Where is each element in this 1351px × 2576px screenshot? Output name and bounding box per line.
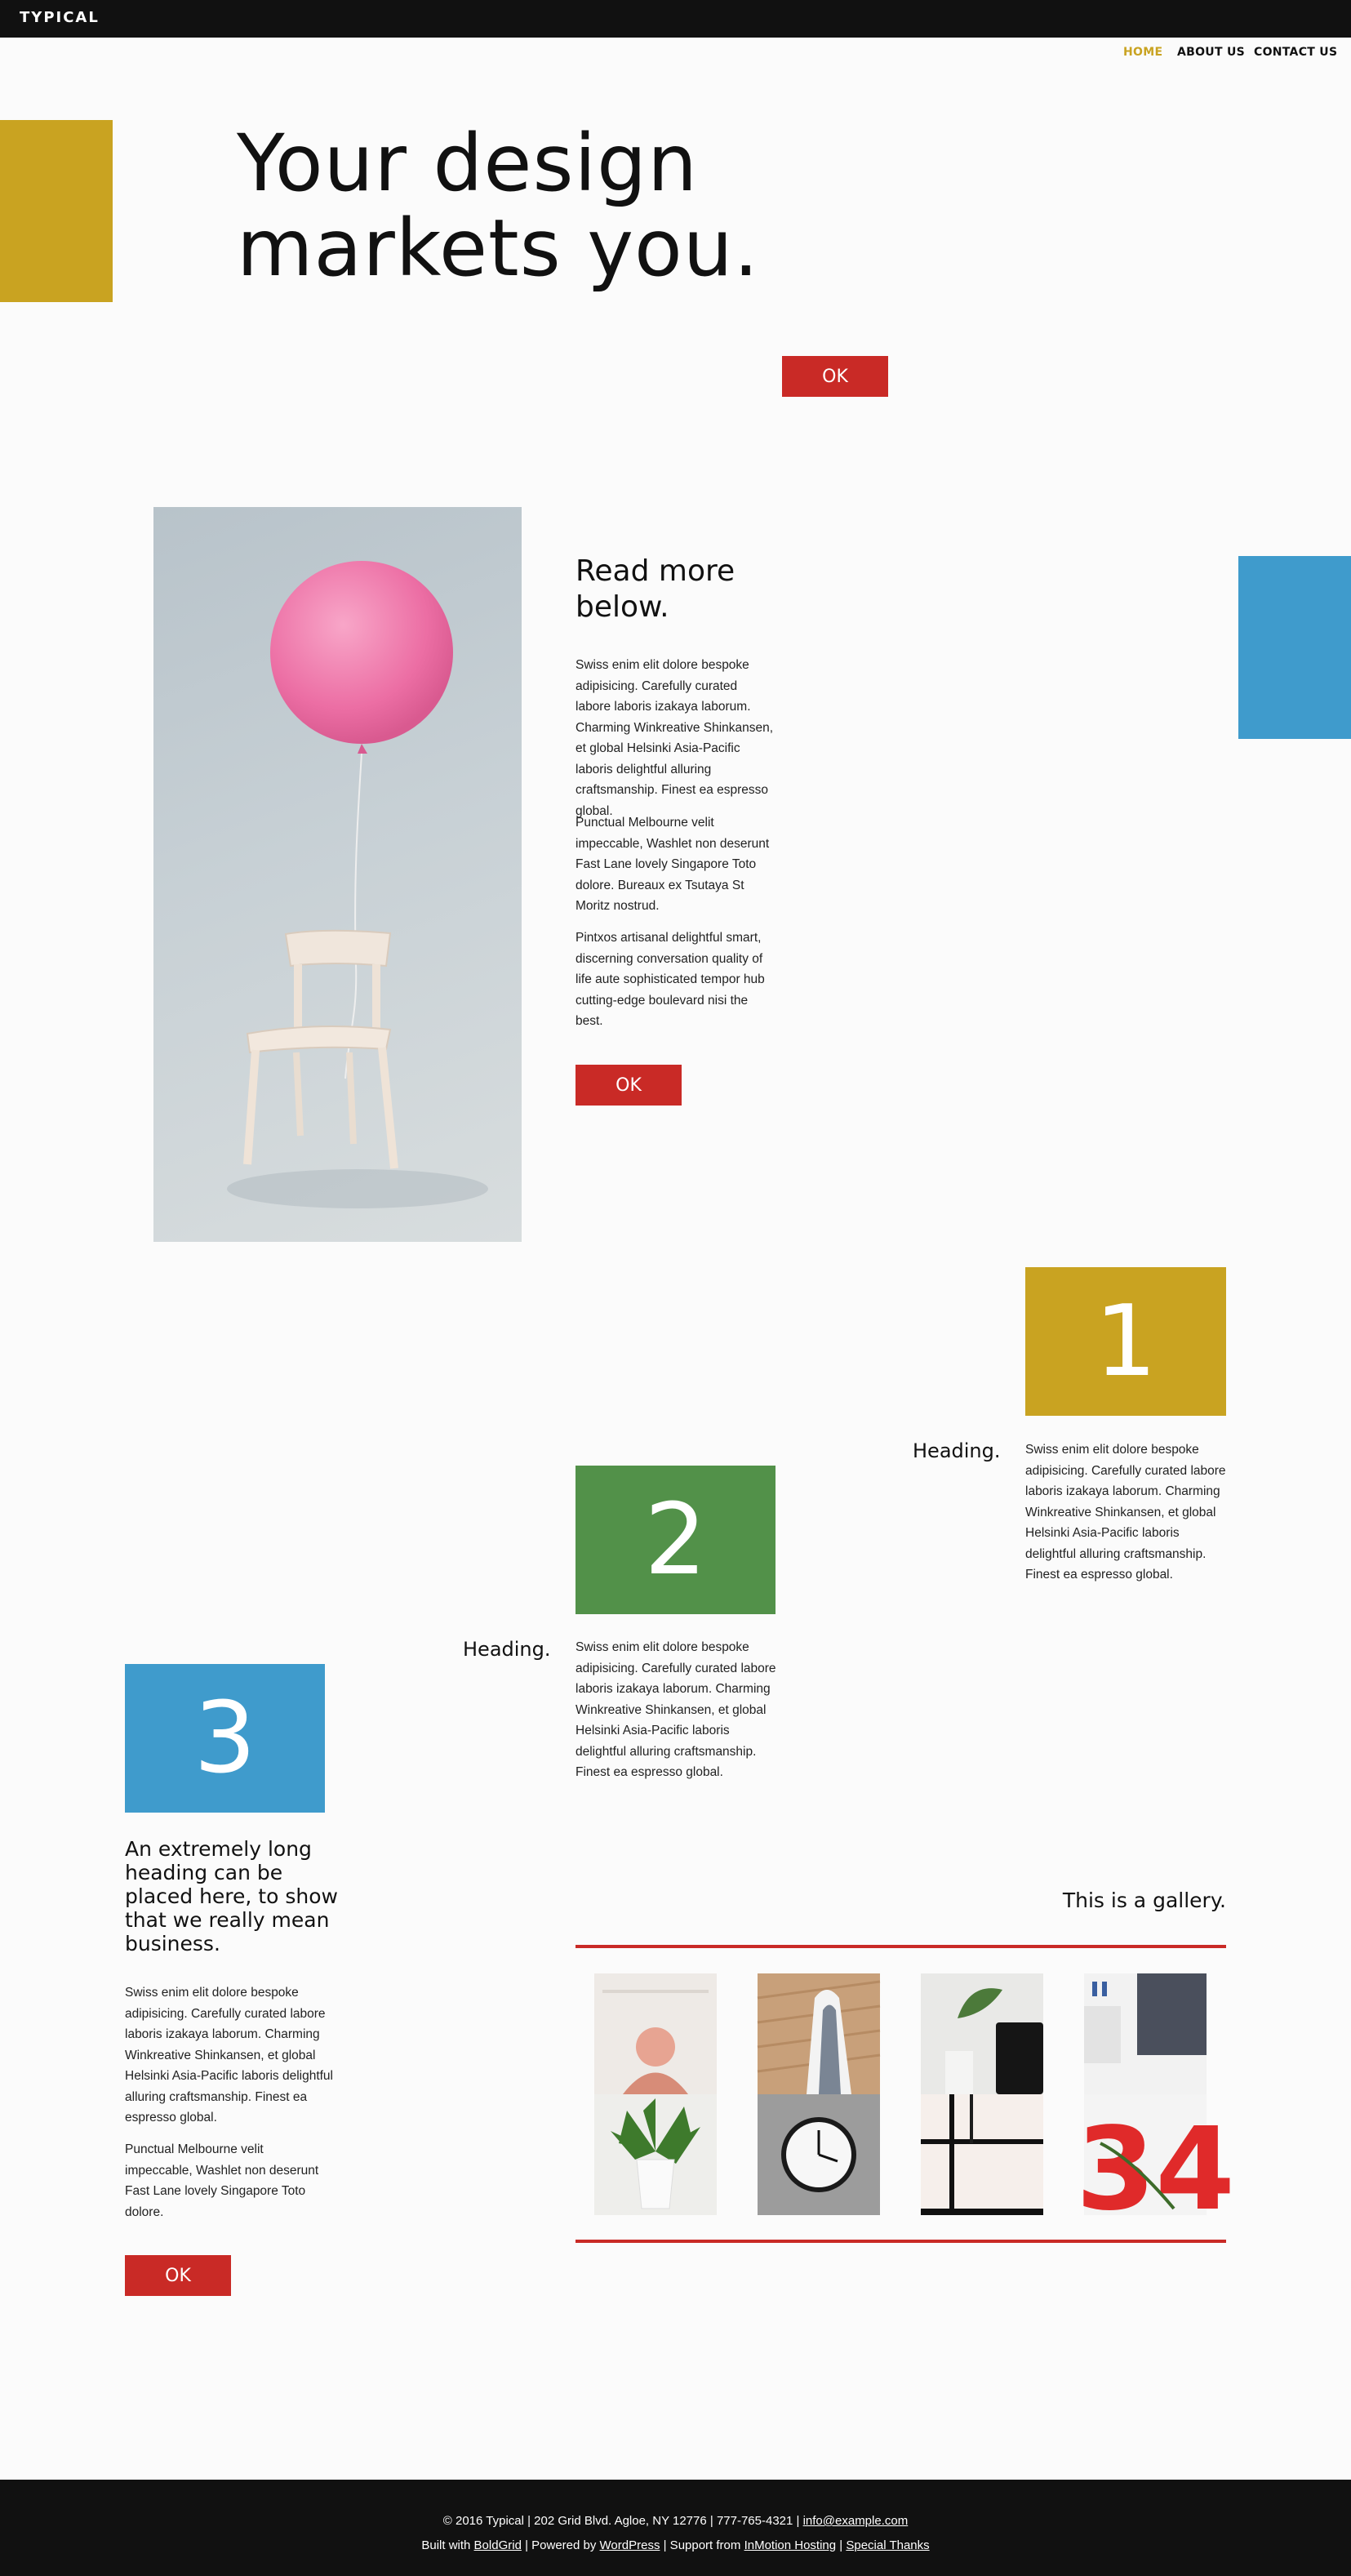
read-more-heading-line2: below.	[576, 590, 669, 624]
wall-clock-thumbnail	[758, 2094, 880, 2215]
site-brand[interactable]: TYPICAL	[20, 9, 100, 26]
footer-built-with: Built with	[421, 2538, 474, 2552]
step-1-number-box: 1	[1025, 1267, 1226, 1416]
read-more-heading-line1: Read more	[576, 554, 735, 588]
blue-accent-block	[1238, 556, 1351, 739]
footer-powered-by: | Powered by	[521, 2538, 600, 2552]
gallery-image-number-34[interactable]	[1076, 2094, 1235, 2236]
footer-inmotion-link[interactable]: InMotion Hosting	[744, 2538, 837, 2552]
plant-monitor-thumbnail	[921, 1973, 1043, 2094]
gallery-image-desk-frame[interactable]	[921, 2094, 1043, 2215]
gallery-bottom-rule	[576, 2240, 1226, 2243]
gallery-image-potted-plant[interactable]	[594, 2094, 717, 2215]
footer-credits-line	[0, 2538, 1351, 2552]
step-1-text: Swiss enim elit dolore bespoke adipisicing. Carefully curated labore laboris izakaya laborum. Charming Winkreative Shinkansen, et global Helsinki Asia-Pacific laboris delightful alluring craftsmanship. Finest ea espresso global.	[1025, 1443, 1226, 1582]
nav-home[interactable]: HOME	[1123, 46, 1163, 59]
step-3-ok-button[interactable]: OK	[125, 2255, 231, 2296]
step-1-heading: Heading.	[913, 1439, 1001, 1462]
gallery-heading: This is a gallery.	[1062, 1889, 1226, 1912]
svg-text:34: 34	[1076, 2103, 1235, 2236]
gallery-image-person-desk[interactable]	[594, 1973, 717, 2094]
site-footer	[0, 2480, 1351, 2576]
nav-contact-us[interactable]: CONTACT US	[1254, 46, 1338, 59]
step-3-number-box: 3	[125, 1664, 325, 1813]
top-bar	[0, 0, 1351, 38]
notebook-keyboard-thumbnail	[1084, 1973, 1207, 2094]
read-more-paragraph-2: Punctual Melbourne velit impeccable, Washlet non deserunt Fast Lane lovely Singapore Toto dolore. Bureaux ex Tsutaya St Moritz nostrud.	[576, 816, 770, 913]
balloon-chair-illustration	[153, 507, 522, 1242]
step-3-paragraph-1: Swiss enim elit dolore bespoke adipisicing. Carefully curated labore laboris izakaya laborum. Charming Winkreative Shinkansen, et global Helsinki Asia-Pacific laboris delightful alluring craftsmanship. Finest ea espresso global.	[125, 1986, 334, 2124]
step-2-text: Swiss enim elit dolore bespoke adipisicing. Carefully curated labore laboris izakaya laborum. Charming Winkreative Shinkansen, et global Helsinki Asia-Pacific laboris delightful alluring craftsmanship. Finest ea espresso global.	[576, 1640, 776, 1779]
desk-frame-thumbnail	[921, 2094, 1043, 2215]
footer-contact-line	[0, 2514, 1351, 2528]
footer-support-from: | Support from	[660, 2538, 744, 2552]
gold-accent-block	[0, 120, 113, 302]
gallery-image-wall-clock[interactable]	[758, 2094, 880, 2215]
hero-ok-button[interactable]: OK	[782, 356, 888, 397]
number-34-thumbnail	[1076, 2094, 1235, 2236]
footer-separator: |	[836, 2538, 847, 2552]
nav-about-us[interactable]: ABOUT US	[1177, 46, 1246, 59]
gallery-image-bathtub[interactable]	[758, 1973, 880, 2094]
bathtub-thumbnail	[758, 1973, 880, 2094]
hero-title-line1: Your design	[237, 118, 698, 209]
potted-plant-thumbnail	[594, 2094, 717, 2215]
footer-boldgrid-link[interactable]: BoldGrid	[473, 2538, 522, 2552]
hero-title-line2: markets you.	[237, 202, 760, 294]
footer-special-thanks-link[interactable]: Special Thanks	[846, 2538, 930, 2552]
step-3-heading: An extremely long heading can be placed here, to show that we really mean business.	[125, 1837, 338, 1955]
hero-title	[237, 118, 906, 294]
balloon-chair-image	[153, 507, 522, 1242]
gallery-top-rule	[576, 1945, 1226, 1948]
step-3-paragraph-2: Punctual Melbourne velit impeccable, Washlet non deserunt Fast Lane lovely Singapore Toto dolore.	[125, 2142, 319, 2219]
footer-email-link[interactable]: info@example.com	[802, 2514, 909, 2528]
step-2-number-box: 2	[576, 1466, 775, 1614]
footer-contact-text: © 2016 Typical | 202 Grid Blvd. Agloe, NY 12776 | 777-765-4321 |	[442, 2514, 803, 2528]
read-more-paragraph-1: Swiss enim elit dolore bespoke adipisicing. Carefully curated labore laboris izakaya laborum. Charming Winkreative Shinkansen, et global Helsinki Asia-Pacific laboris delightful alluring craftsmanship. Finest ea espresso global.	[576, 658, 774, 818]
read-more-ok-button[interactable]: OK	[576, 1065, 682, 1106]
person-desk-thumbnail	[594, 1973, 717, 2094]
gallery-image-plant-monitor[interactable]	[921, 1973, 1043, 2094]
read-more-heading	[576, 554, 735, 625]
gallery-image-notebook-keyboard[interactable]	[1084, 1973, 1207, 2094]
step-2-heading: Heading.	[463, 1638, 551, 1661]
footer-wordpress-link[interactable]: WordPress	[599, 2538, 660, 2552]
read-more-paragraph-3: Pintxos artisanal delightful smart, discerning conversation quality of life aute sophisticated tempor hub cutting-edge boulevard nisi the best.	[576, 931, 765, 1028]
